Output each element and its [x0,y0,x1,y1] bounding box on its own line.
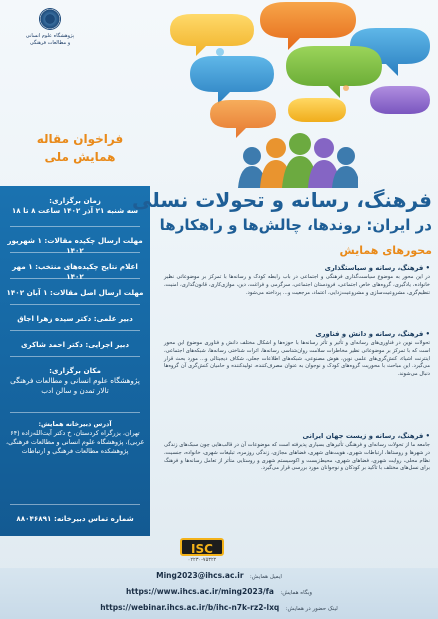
sidebar-label: شماره تماس دبیرخانه: ۸۸۰۴۶۸۹۱ [16,514,134,523]
sidebar-item-phone [6,514,144,524]
axis-title-technology: • فرهنگ، رسانه و دانش و فناوری [315,330,430,338]
speech-bubble-icon [260,2,356,50]
axes-heading: محورهای همایش [339,244,432,257]
footer-email-line [0,571,438,580]
divider [10,330,140,331]
divider [10,356,140,357]
divider [10,226,140,227]
sidebar-label: اعلام نتایج چکیده‌های منتخب: ۱ مهر ۱۴۰۲ [12,262,138,281]
speech-bubble-icon [286,46,382,98]
contact-footer [0,568,438,619]
logo-text [8,33,92,47]
sidebar-item-executive-secretary [6,340,144,350]
sidebar-item-results [6,262,144,282]
isc-logo: ISC [180,538,224,556]
sidebar-item-time [6,196,144,216]
webinar-label: لینک حضور در همایش: [285,606,338,612]
divider [10,412,140,413]
sidebar-value: پژوهشگاه علوم انسانی و مطالعات فرهنگی تالار تمدن و سالن ادب [10,376,140,395]
people-silhouettes-icon [238,118,358,188]
institute-logo [8,8,88,64]
sidebar-value: سه شنبه ۲۱ آذر ۱۴۰۲ ساعت ۸ تا ۱۸ [11,206,139,215]
sidebar-item-venue [6,366,144,396]
axis-title-policy: • فرهنگ، رسانه و سیاستگذاری [324,264,430,272]
speech-bubble-icon [370,86,430,114]
divider [10,304,140,305]
call-line-1: فراخوان مقاله [36,132,124,146]
sidebar-label: زمان برگزاری: [49,196,101,205]
sidebar-item-address [6,420,144,456]
website-link[interactable]: https://www.ihcs.ac.ir/ming2023/fa [125,587,274,596]
conference-title-line-1: فرهنگ، رسانه و تحولات نسلی [132,188,432,212]
conference-title-line-2: در ایران: روندها، چالش‌ها و راهکارها [159,216,432,234]
axis-text-technology: تحولات نوین در فناوری‌های رسانه‌ای و تأثیر و تأثر رسانه‌ها با حوزه‌ها و اشکال مختلف دانش و فناوری موضوع این محور است که با تمرکز بر موضوعاتی نظیر مخاطرات سلامت روان‌شناسی رسانه‌ها، اثرات شناختی رسانه‌ها، شبکه‌های اجتماعی، اینترنت اشیاء، کنش‌گری‌های علمی نوین، هوش مصنوعی، شبکه‌های اطلاعات جعلی، شکاف دیجیتالی و... مورد بحث قرار می‌گیرد. این مباحث با محوریت گروه‌های کودک و نوجوان به عنوان مصرف‌کننده، تولیدکننده و حامیان کنش‌گری آن گروه‌ها دنبال می‌شوند. [164,340,430,378]
sidebar-label: مکان برگزاری: [49,366,101,375]
website-label: وبگاه همایش: [280,590,313,596]
axis-text-policy: در این محور به موضوع سیاست‌گذاری فرهنگی و اجتماعی در باب رابطه کودک و رسانه‌ها با تمرکز بر موضوعاتی نظیر خانواده، یادگیری، گروه‌های خاص اجتماعی، فرودستان اجتماعی، سرگرمی و فراغت، دین، موازی‌کاری، قانون‌گذاری، امنیت، تنظیم‌گری، مشروعیت‌سازی و مشروعیت‌زدایی، اعتماد، مرجعیت و... پرداخته می‌شود. [164,274,430,296]
info-sidebar [0,186,150,536]
sidebar-label: دبیر علمی: دکتر سیده زهرا اجاق [17,314,133,323]
sidebar-label: دبیر اجرایی: دکتر احمد شاکری [20,340,130,349]
sidebar-label: مهلت ارسال چکیده مقالات: ۱ شهریور ۱۴۰۲ [7,236,143,255]
call-line-2: همایش ملی [44,150,116,164]
call-for-papers [20,130,140,166]
sidebar-value: تهران، بزرگراه کردستان، خ دکتر آیت‌الله‌زاده (۶۴ غربی)، پژوهشگاه علوم انسانی و مطالعات فرهنگی، پژوهشکده مطالعات فرهنگی و ارتباطات [6,429,144,455]
footer-website-line [0,587,438,596]
divider [10,504,140,505]
axis-text-lifeworld: جامعه ما از تحولات رسانه‌ای و فرهنگی تأثیرهای بسیاری پذیرفته است که موضوعات آن در قالب‌هایی چون سبک‌های زندگی در شهرها و روستاها، ارتباطات شهری، هویت‌های شهری، فضاهای مجازی، زندگی روزمره، تبلیغات شهری، خانواده، جنسیت، نظام محلی، روایت شهری، فضاهای شهری، محیط‌زیست و اکوسیستم شهری و روستایی متأثر از تعامل رسانه‌ها و فرهنگ برای نسل‌های مختلف با تأکید بر کودکان و نوجوانان مورد بررسی قرار می‌گیرد. [164,442,430,472]
email-label: ایمیل همایش: [249,574,282,580]
footer-webinar-line [0,603,438,612]
sidebar-label: آدرس دبیرخانه همایش: [38,420,112,428]
sidebar-label: مهلت ارسال اصل مقالات: ۱ آبان ۱۴۰۲ [6,288,144,297]
speech-bubble-icon [190,56,274,104]
sidebar-item-paper-deadline [6,288,144,298]
webinar-link[interactable]: https://webinar.ihcs.ac.ir/b/ihc-n7k-rz2-lxq [100,603,280,612]
logo-line-2: و مطالعات فرهنگی [29,40,71,46]
logo-line-1: پژوهشگاه علوم انسانی [25,33,75,39]
divider [10,252,140,253]
sidebar-item-scientific-secretary [6,314,144,324]
divider [10,278,140,279]
institute-emblem-icon [39,8,61,30]
axis-title-lifeworld: • فرهنگ، رسانه و زیست جهان ایرانی [302,432,430,440]
sidebar-item-abstract-deadline [6,236,144,256]
isc-code: ۰۲۲۳۰-۷۵۳۲۲ [187,557,217,563]
speech-bubble-icon [170,14,254,56]
email-link[interactable]: Ming2023@ihcs.ac.ir [156,571,244,580]
